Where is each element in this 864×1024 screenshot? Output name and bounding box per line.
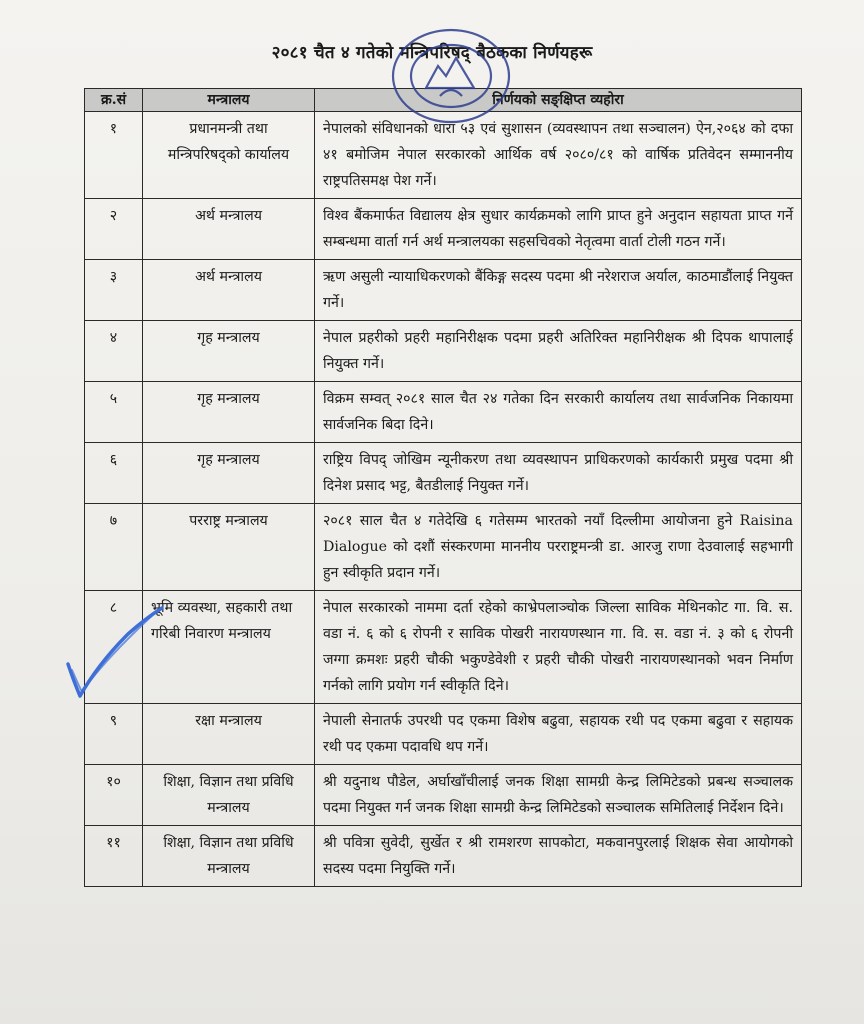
row-summary: ऋण असुली न्यायाधिकरणको बैंकिङ्ग सदस्य पदमा श्री नरेशराज अर्याल, काठमाडौंलाई नियुक्त गर्ने। bbox=[315, 260, 802, 321]
row-ministry: गृह मन्त्रालय bbox=[143, 443, 315, 504]
header-serial: क्र.सं bbox=[85, 89, 143, 112]
row-summary: श्री पवित्रा सुवेदी, सुर्खेत र श्री रामशरण सापकोटा, मकवानपुरलाई शिक्षक सेवा आयोगको सदस्य पदमा नियुक्ति गर्ने। bbox=[315, 826, 802, 887]
header-ministry: मन्त्रालय bbox=[143, 89, 315, 112]
row-ministry: अर्थ मन्त्रालय bbox=[143, 260, 315, 321]
table-row bbox=[85, 591, 802, 704]
row-ministry: परराष्ट्र मन्त्रालय bbox=[143, 504, 315, 591]
row-ministry: अर्थ मन्त्रालय bbox=[143, 199, 315, 260]
row-serial: ७ bbox=[85, 504, 143, 591]
row-serial: ११ bbox=[85, 826, 143, 887]
table-row bbox=[85, 504, 802, 591]
table-row bbox=[85, 321, 802, 382]
official-seal-stamp bbox=[378, 22, 524, 130]
row-summary: २०८१ साल चैत ४ गतेदेखि ६ गतेसम्म भारतको नयाँ दिल्लीमा आयोजना हुने Raisina Dialogue को दशौं संस्करणमा माननीय परराष्ट्रमन्त्री डा. आरजु राणा देउवालाई सहभागी हुन स्वीकृति प्रदान गर्ने। bbox=[315, 504, 802, 591]
document-title: २०८१ चैत ४ गतेको मन्त्रिपरिषद् बैठकका निर्णयहरू bbox=[271, 43, 593, 63]
row-serial: ८ bbox=[85, 591, 143, 704]
table-row bbox=[85, 260, 802, 321]
row-serial: ६ bbox=[85, 443, 143, 504]
row-ministry: भूमि व्यवस्था, सहकारी तथा गरिबी निवारण मन्त्रालय bbox=[143, 591, 315, 704]
row-serial: ९ bbox=[85, 704, 143, 765]
row-ministry: गृह मन्त्रालय bbox=[143, 382, 315, 443]
table-row bbox=[85, 443, 802, 504]
table-row bbox=[85, 382, 802, 443]
row-ministry: गृह मन्त्रालय bbox=[143, 321, 315, 382]
row-ministry: शिक्षा, विज्ञान तथा प्रविधि मन्त्रालय bbox=[143, 826, 315, 887]
row-summary: श्री यदुनाथ पौडेल, अर्घाखाँचीलाई जनक शिक्षा सामग्री केन्द्र लिमिटेडको प्रबन्ध सञ्चालक पदमा नियुक्त गर्न जनक शिक्षा सामग्री केन्द्र लिमिटेडको सञ्चालक समितिलाई निर्देशन दिने। bbox=[315, 765, 802, 826]
table-row bbox=[85, 704, 802, 765]
row-summary: राष्ट्रिय विपद् जोखिम न्यूनीकरण तथा व्यवस्थापन प्राधिकरणको कार्यकारी प्रमुख पदमा श्री दिनेश प्रसाद भट्ट, बैतडीलाई नियुक्त गर्ने। bbox=[315, 443, 802, 504]
table-row bbox=[85, 199, 802, 260]
row-serial: १० bbox=[85, 765, 143, 826]
row-summary: विक्रम सम्वत् २०८१ साल चैत २४ गतेका दिन सरकारी कार्यालय तथा सार्वजनिक निकायमा सार्वजनिक बिदा दिने। bbox=[315, 382, 802, 443]
row-summary: नेपालको संविधानको धारा ५३ एवं सुशासन (व्यवस्थापन तथा सञ्चालन) ऐन,२०६४ को दफा ४१ बमोजिम नेपाल सरकारको आर्थिक वर्ष २०८०/८१ को वार्षिक प्रतिवेदन सम्माननीय राष्ट्रपतिसमक्ष पेश गर्ने। bbox=[315, 112, 802, 199]
checkmark-annotation bbox=[58, 604, 168, 704]
row-serial: ५ bbox=[85, 382, 143, 443]
row-summary: नेपाल प्रहरीको प्रहरी महानिरीक्षक पदमा प्रहरी अतिरिक्त महानिरीक्षक श्री दिपक थापालाई नियुक्त गर्ने। bbox=[315, 321, 802, 382]
row-ministry: रक्षा मन्त्रालय bbox=[143, 704, 315, 765]
row-serial: २ bbox=[85, 199, 143, 260]
table-row bbox=[85, 826, 802, 887]
row-serial: ३ bbox=[85, 260, 143, 321]
row-summary: नेपाली सेनातर्फ उपरथी पद एकमा विशेष बढुवा, सहायक रथी पद एकमा बढुवा र सहायक रथी पद एकमा पदावधि थप गर्ने। bbox=[315, 704, 802, 765]
row-ministry: प्रधानमन्त्री तथा मन्त्रिपरिषद्को कार्यालय bbox=[143, 112, 315, 199]
row-summary: नेपाल सरकारको नाममा दर्ता रहेको काभ्रेपलाञ्चोक जिल्ला साविक मेथिनकोट गा. वि. स. वडा नं. ६ को ६ रोपनी र साविक पोखरी नारायणस्थान गा. वि. स. वडा नं. ३ को ६ रोपनी जग्गा क्रमशः प्रहरी चौकी भकुण्डेवेशी र प्रहरी चौकी पोखरी नारायणस्थानको भवन निर्माण गर्नको लागि प्रयोग गर्न स्वीकृति दिने। bbox=[315, 591, 802, 704]
row-serial: ४ bbox=[85, 321, 143, 382]
row-ministry: शिक्षा, विज्ञान तथा प्रविधि मन्त्रालय bbox=[143, 765, 315, 826]
row-summary: विश्व बैंकमार्फत विद्यालय क्षेत्र सुधार कार्यक्रमको लागि प्राप्त हुने अनुदान सहायता प्राप्त गर्ने सम्बन्धमा वार्ता गर्न अर्थ मन्त्रालयका सहसचिवको नेतृत्वमा वार्ता टोली गठन गर्ने। bbox=[315, 199, 802, 260]
header-summary: निर्णयको सङ्क्षिप्त व्यहोरा bbox=[315, 89, 802, 112]
row-serial: १ bbox=[85, 112, 143, 199]
table-row bbox=[85, 765, 802, 826]
decisions-table bbox=[84, 88, 802, 887]
